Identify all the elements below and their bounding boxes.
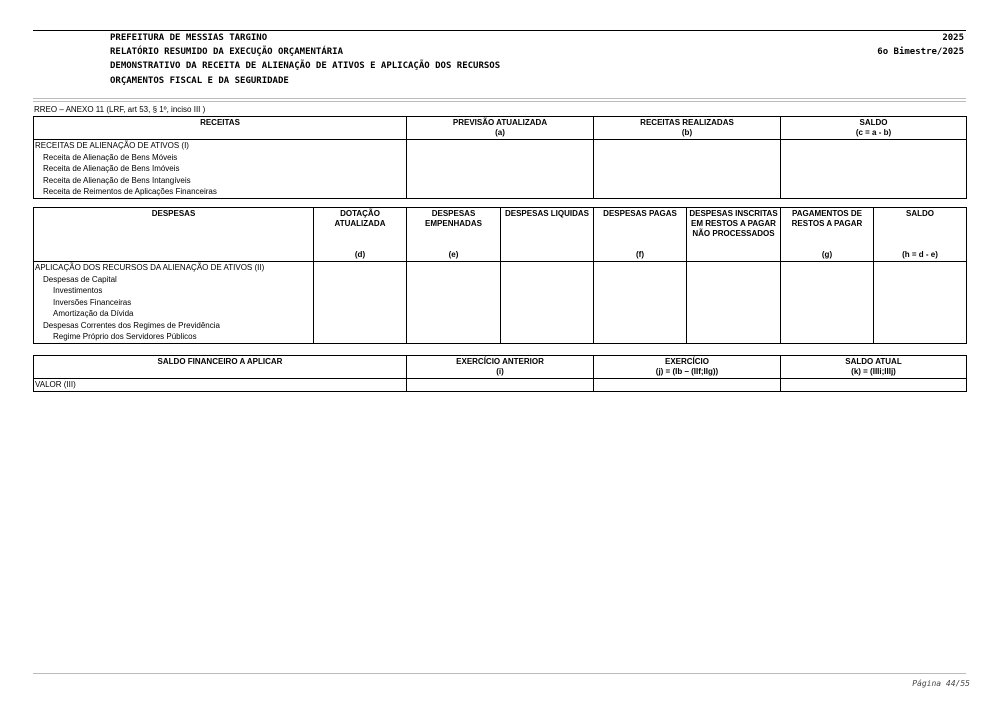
receitas-header-cell: RECEITAS bbox=[34, 117, 407, 140]
table-row: APLICAÇÃO DOS RECURSOS DA ALIENAÇÃO DE ATIVOS (II) bbox=[34, 262, 967, 274]
saldo-financeiro-table bbox=[33, 355, 967, 392]
table-row: Amortização da Dívida bbox=[34, 308, 967, 320]
table-row: Receita de Alienação de Bens Móveis bbox=[34, 152, 967, 164]
table-row: Investimentos bbox=[34, 285, 967, 297]
header-divider bbox=[33, 98, 966, 99]
report-title: RELATÓRIO RESUMIDO DA EXECUÇÃO ORÇAMENTÁRIA bbox=[110, 47, 343, 57]
pagamentos-rp-header-cell: PAGAMENTOS DE RESTOS A PAGAR (g) bbox=[781, 208, 874, 262]
table-row: Receita de Reimentos de Aplicações Financeiras bbox=[34, 186, 967, 198]
saldo-atual-header-cell: SALDO ATUAL (k) = (IIIi;IIIj) bbox=[781, 356, 967, 379]
inscritas-header-cell: DESPESAS INSCRITAS EM RESTOS A PAGAR NÃO PROCESSADOS bbox=[687, 208, 781, 262]
table-row: Inversões Financeiras bbox=[34, 297, 967, 309]
empenhadas-header-cell: DESPESAS EMPENHADAS (e) bbox=[407, 208, 501, 262]
report-year: 2025 bbox=[942, 33, 964, 43]
table-row: Receita de Alienação de Bens Imóveis bbox=[34, 163, 967, 175]
saldo-despesas-header-cell: SALDO (h = d - e) bbox=[874, 208, 967, 262]
previsao-header-cell: PREVISÃO ATUALIZADA (a) bbox=[407, 117, 594, 140]
table-row: Despesas Correntes dos Regimes de Previdência bbox=[34, 320, 967, 332]
top-rule bbox=[33, 30, 966, 31]
despesas-header-cell: DESPESAS bbox=[34, 208, 314, 262]
realizadas-header-cell: RECEITAS REALIZADAS (b) bbox=[594, 117, 781, 140]
receitas-table bbox=[33, 116, 967, 199]
page-number: Página 44/55 bbox=[912, 679, 970, 688]
table-row: VALOR (III) bbox=[34, 379, 967, 392]
pagas-header-cell: DESPESAS PAGAS (f) bbox=[594, 208, 687, 262]
table-row: Receita de Alienação de Bens Intangíveis bbox=[34, 175, 967, 187]
despesas-table bbox=[33, 207, 967, 344]
liquidas-header-cell: DESPESAS LIQUIDAS bbox=[501, 208, 594, 262]
table-row: RECEITAS DE ALIENAÇÃO DE ATIVOS (I) bbox=[34, 140, 967, 152]
header-divider-2 bbox=[33, 101, 966, 102]
municipality-title: PREFEITURA DE MESSIAS TARGINO bbox=[110, 33, 268, 43]
statement-title: DEMONSTRATIVO DA RECEITA DE ALIENAÇÃO DE ATIVOS E APLICAÇÃO DOS RECURSOS bbox=[110, 61, 501, 71]
table-row: Regime Próprio dos Servidores Públicos bbox=[34, 331, 967, 343]
budget-scope: ORÇAMENTOS FISCAL E DA SEGURIDADE bbox=[110, 76, 289, 86]
saldo-financeiro-header-cell: SALDO FINANCEIRO A APLICAR bbox=[34, 356, 407, 379]
footer-rule bbox=[33, 673, 966, 674]
saldo-header-cell: SALDO (c = a - b) bbox=[781, 117, 967, 140]
report-period: 6o Bimestre/2025 bbox=[877, 47, 964, 57]
table-row: Despesas de Capital bbox=[34, 274, 967, 286]
exercicio-header-cell: EXERCÍCIO (j) = (Ib – (IIf;IIg)) bbox=[594, 356, 781, 379]
exercicio-anterior-header-cell: EXERCÍCIO ANTERIOR (i) bbox=[407, 356, 594, 379]
annex-subtitle: RREO – ANEXO 11 (LRF, art 53, § 1º, inciso III ) bbox=[34, 105, 206, 114]
dotacao-header-cell: DOTAÇÃO ATUALIZADA (d) bbox=[314, 208, 407, 262]
